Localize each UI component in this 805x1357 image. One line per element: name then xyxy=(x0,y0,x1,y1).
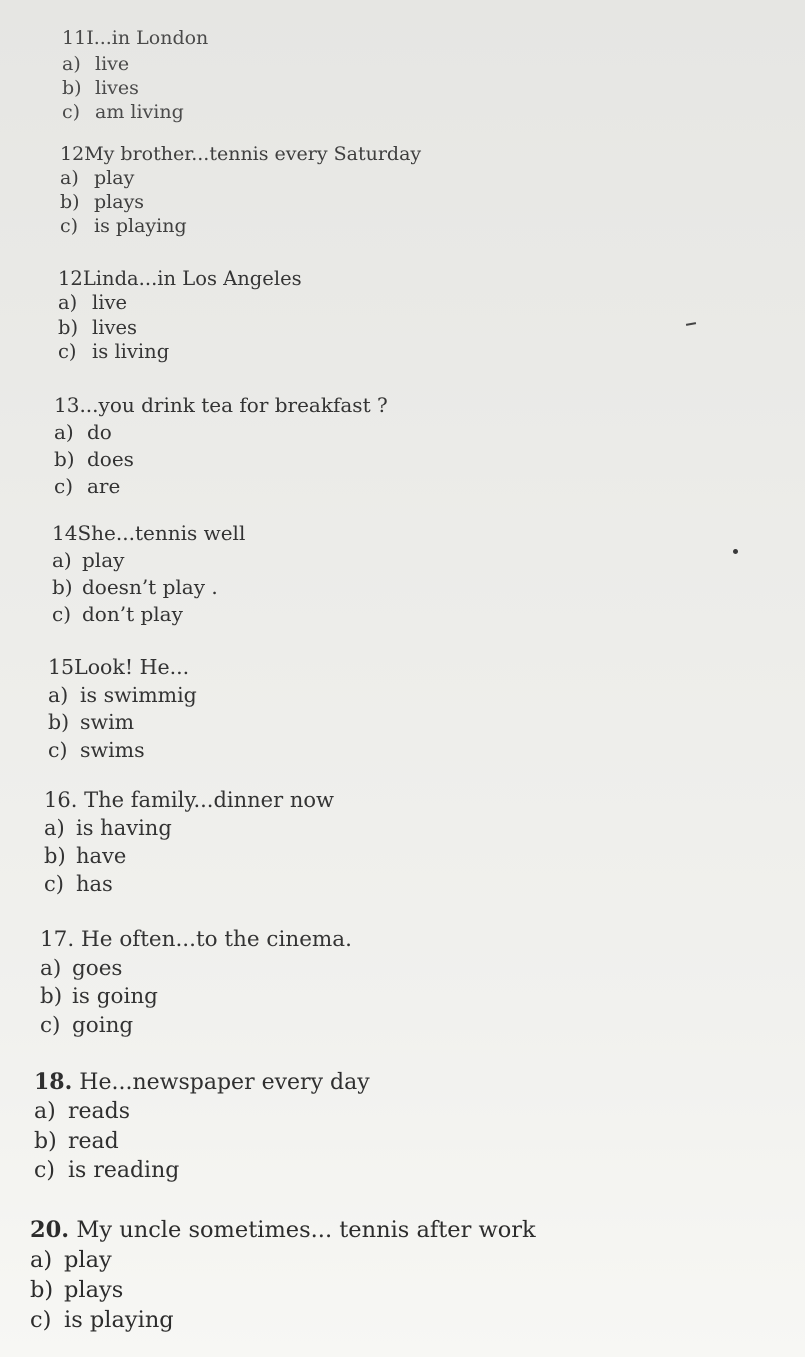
option-letter: c) xyxy=(40,1013,61,1039)
question-number: 11 xyxy=(62,27,87,49)
option-text: play xyxy=(82,548,125,572)
option-c xyxy=(52,603,245,626)
option-letter: c) xyxy=(48,737,68,762)
option-a xyxy=(52,549,245,572)
option-letter: b) xyxy=(52,575,73,599)
option-letter: a) xyxy=(40,955,62,981)
option-text: do xyxy=(87,420,112,444)
option-letter: b) xyxy=(58,315,79,339)
option-text: is playing xyxy=(64,1306,174,1333)
option-c xyxy=(60,216,421,238)
question-title xyxy=(54,394,388,417)
option-text: swims xyxy=(80,737,145,762)
option-a xyxy=(58,292,302,314)
option-text: play xyxy=(94,166,135,189)
question-title xyxy=(40,928,352,953)
question-text: The family...dinner now xyxy=(84,788,334,812)
question-block xyxy=(60,144,421,237)
option-letter: b) xyxy=(62,76,82,99)
option-letter: b) xyxy=(40,984,63,1010)
question-title xyxy=(58,268,302,290)
option-b xyxy=(40,985,352,1010)
option-c xyxy=(48,739,197,763)
option-a xyxy=(60,168,421,190)
question-block xyxy=(52,522,245,626)
option-b xyxy=(60,192,421,214)
option-letter: a) xyxy=(52,548,72,572)
option-b xyxy=(48,711,197,735)
question-title xyxy=(48,656,197,680)
option-letter: c) xyxy=(52,602,72,626)
question-number: 12 xyxy=(58,267,83,290)
option-text: is having xyxy=(76,816,172,841)
question-block xyxy=(48,656,197,762)
option-b xyxy=(58,317,302,339)
option-c xyxy=(40,1014,352,1039)
option-c xyxy=(54,475,388,498)
option-b xyxy=(34,1129,370,1154)
option-a xyxy=(30,1248,536,1274)
question-number: 14 xyxy=(52,521,78,545)
question-number: 13 xyxy=(54,393,80,417)
question-title xyxy=(34,1070,370,1095)
option-c xyxy=(58,341,302,363)
option-b xyxy=(30,1278,536,1304)
option-letter: b) xyxy=(30,1276,54,1303)
option-letter: c) xyxy=(58,340,77,364)
question-block xyxy=(40,928,352,1039)
question-text: My uncle sometimes... tennis after work xyxy=(76,1217,536,1243)
option-text: is playing xyxy=(94,214,187,237)
option-text: has xyxy=(76,872,113,897)
option-letter: a) xyxy=(58,291,78,315)
option-text: going xyxy=(72,1013,134,1039)
option-text: don’t play xyxy=(82,602,183,626)
option-a xyxy=(34,1099,370,1124)
question-text: She...tennis well xyxy=(77,521,246,545)
option-letter: a) xyxy=(48,682,69,707)
option-letter: a) xyxy=(62,52,81,75)
option-c xyxy=(34,1158,370,1183)
option-letter: b) xyxy=(60,190,80,213)
option-a xyxy=(54,421,388,444)
option-letter: c) xyxy=(44,872,64,897)
option-text: is living xyxy=(92,340,170,364)
option-text: live xyxy=(95,52,130,75)
question-text: My brother...tennis every Saturday xyxy=(84,143,422,165)
option-c xyxy=(62,102,208,124)
option-b xyxy=(54,448,388,471)
pen-dot xyxy=(733,549,738,554)
question-text: Look! He... xyxy=(74,655,190,679)
option-letter: b) xyxy=(48,710,70,735)
option-letter: a) xyxy=(34,1099,56,1125)
option-letter: a) xyxy=(54,420,74,444)
question-title xyxy=(60,144,421,166)
option-text: am living xyxy=(95,100,184,123)
option-text: goes xyxy=(72,955,123,981)
question-number: 17. xyxy=(40,927,75,952)
option-text: doesn’t play . xyxy=(82,575,218,599)
option-c xyxy=(44,872,334,896)
option-text: play xyxy=(64,1246,112,1273)
question-block xyxy=(34,1070,370,1183)
option-b xyxy=(62,78,208,100)
option-a xyxy=(48,684,197,708)
pen-mark xyxy=(686,322,696,326)
option-text: is reading xyxy=(68,1157,180,1183)
option-letter: c) xyxy=(30,1306,52,1333)
option-text: reads xyxy=(68,1099,131,1125)
option-a xyxy=(44,816,334,840)
question-text: Linda...in Los Angeles xyxy=(82,267,302,290)
option-text: does xyxy=(87,447,134,471)
question-number: 18. xyxy=(34,1069,73,1095)
option-a xyxy=(40,957,352,982)
option-c xyxy=(30,1308,536,1334)
question-title xyxy=(52,522,245,545)
option-letter: b) xyxy=(44,844,66,869)
question-block xyxy=(58,268,302,364)
option-letter: c) xyxy=(60,214,79,237)
question-text: He often...to the cinema. xyxy=(81,927,352,952)
option-a xyxy=(62,54,208,76)
option-text: plays xyxy=(94,190,145,213)
option-text: live xyxy=(92,291,128,315)
option-text: swim xyxy=(80,710,135,735)
option-letter: a) xyxy=(30,1246,53,1273)
option-b xyxy=(44,844,334,868)
question-text: ...you drink tea for breakfast ? xyxy=(79,393,388,417)
question-block xyxy=(44,788,334,897)
question-title xyxy=(62,28,208,50)
question-number: 15 xyxy=(48,655,75,679)
option-text: read xyxy=(68,1128,119,1154)
option-letter: a) xyxy=(44,816,65,841)
question-block xyxy=(54,394,388,498)
option-letter: a) xyxy=(60,166,79,189)
question-text: I...in London xyxy=(86,27,209,49)
option-text: is swimmig xyxy=(80,682,197,707)
option-text: plays xyxy=(64,1276,124,1303)
option-letter: c) xyxy=(54,474,74,498)
question-title xyxy=(44,788,334,812)
option-letter: b) xyxy=(34,1128,57,1154)
option-letter: c) xyxy=(62,100,81,123)
question-block xyxy=(30,1218,536,1334)
option-text: lives xyxy=(95,76,139,99)
option-letter: c) xyxy=(34,1157,55,1183)
question-number: 16. xyxy=(44,788,78,812)
option-text: have xyxy=(76,844,127,869)
question-block xyxy=(62,28,208,123)
question-number: 20. xyxy=(30,1217,70,1243)
question-text: He...newspaper every day xyxy=(79,1070,370,1095)
question-title xyxy=(30,1218,536,1244)
option-b xyxy=(52,576,245,599)
option-text: lives xyxy=(92,315,138,339)
option-text: are xyxy=(87,474,121,498)
option-text: is going xyxy=(72,984,158,1010)
question-number: 12 xyxy=(60,143,85,165)
option-letter: b) xyxy=(54,447,75,471)
